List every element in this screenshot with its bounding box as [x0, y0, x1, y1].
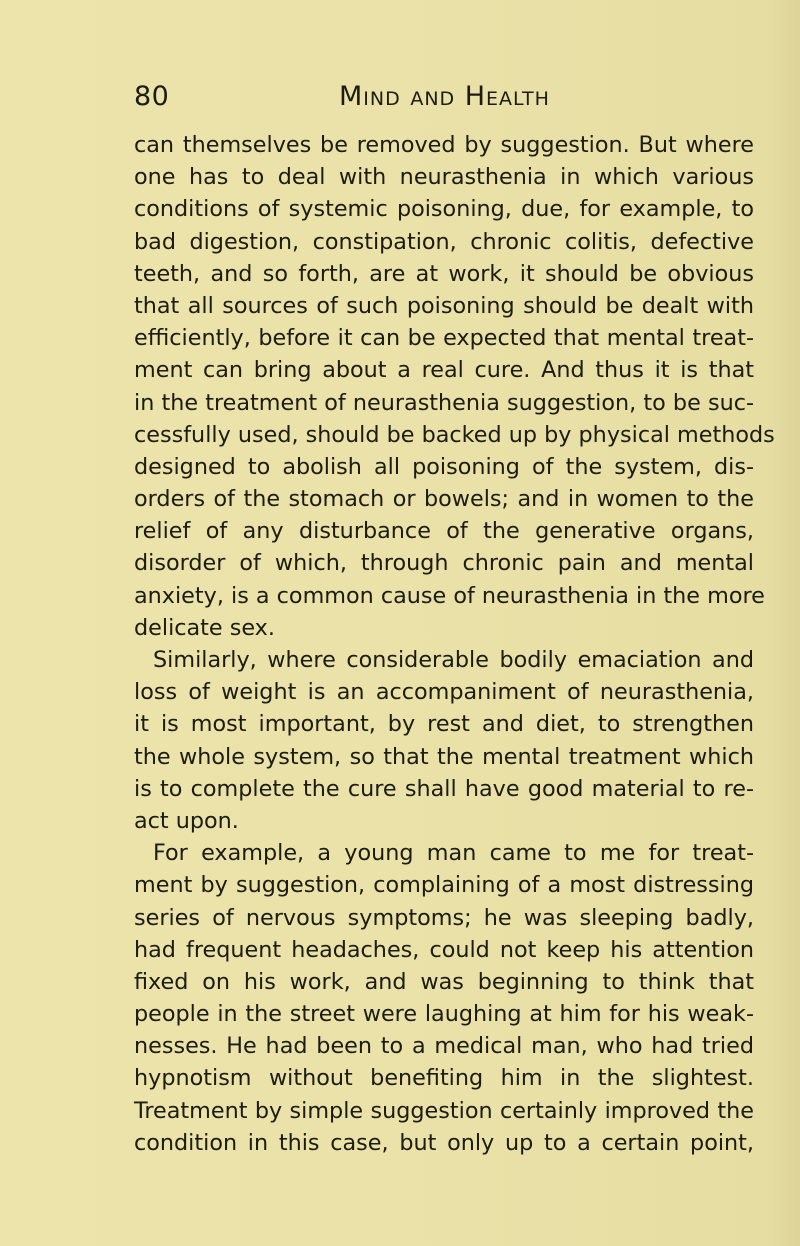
text-line: series of nervous symptoms; he was sleeping badly, [134, 904, 754, 931]
text-line: disorder of which, through chronic pain and mental [134, 550, 754, 577]
text-line: ment can bring about a real cure. And thus it is that [134, 357, 754, 384]
text-line: it is most important, by rest and diet, to strengthen [134, 711, 754, 738]
text-line: that all sources of such poisoning should be dealt with [134, 292, 754, 319]
text-line: is to complete the cure shall have good material to re- [134, 775, 754, 802]
text-line: efficiently, before it can be expected that mental treat- [134, 325, 754, 352]
text-line: loss of weight is an accompaniment of neurasthenia, [134, 679, 754, 706]
text-line: act upon. [134, 807, 239, 834]
text-line: hypnotism without benefiting him in the slightest. [134, 1065, 754, 1092]
text-line: ment by suggestion, complaining of a most distressing [134, 872, 754, 899]
text-line: Treatment by simple suggestion certainly improved the [134, 1097, 754, 1124]
running-head [134, 80, 754, 120]
body-text [134, 129, 775, 1159]
text-line: relief of any disturbance of the generative organs, [134, 518, 754, 545]
text-line: the whole system, so that the mental treatment which [134, 743, 754, 770]
text-line: teeth, and so forth, are at work, it should be obvious [134, 260, 754, 287]
page-number: 80 [134, 81, 170, 112]
text-line: condition in this case, but only up to a certain point, [134, 1129, 754, 1156]
text-line: conditions of systemic poisoning, due, for example, to [134, 196, 754, 223]
text-line: had frequent headaches, could not keep his attention [134, 936, 754, 963]
text-line: Similarly, where considerable bodily emaciation and [153, 647, 754, 673]
text-line: For example, a young man came to me for treat- [153, 840, 754, 867]
running-title: Mind and Health [339, 81, 550, 112]
text-line: anxiety, is a common cause of neurasthenia in the more [134, 582, 765, 609]
text-line: orders of the stomach or bowels; and in women to the [134, 486, 754, 513]
text-line: fixed on his work, and was beginning to think that [134, 968, 754, 995]
text-line: designed to abolish all poisoning of the system, dis- [134, 453, 754, 480]
text-line: can themselves be removed by suggestion. But where [134, 132, 754, 158]
text-line: cessfully used, should be backed up by physical methods [134, 421, 775, 448]
text-line: nesses. He had been to a medical man, who had tried [134, 1033, 754, 1060]
text-line: one has to deal with neurasthenia in which various [134, 164, 754, 191]
text-line: people in the street were laughing at him for his weak- [134, 1001, 754, 1028]
text-line: in the treatment of neurasthenia suggestion, to be suc- [134, 389, 754, 416]
text-line: delicate sex. [134, 614, 275, 641]
text-line: bad digestion, constipation, chronic colitis, defective [134, 228, 754, 255]
